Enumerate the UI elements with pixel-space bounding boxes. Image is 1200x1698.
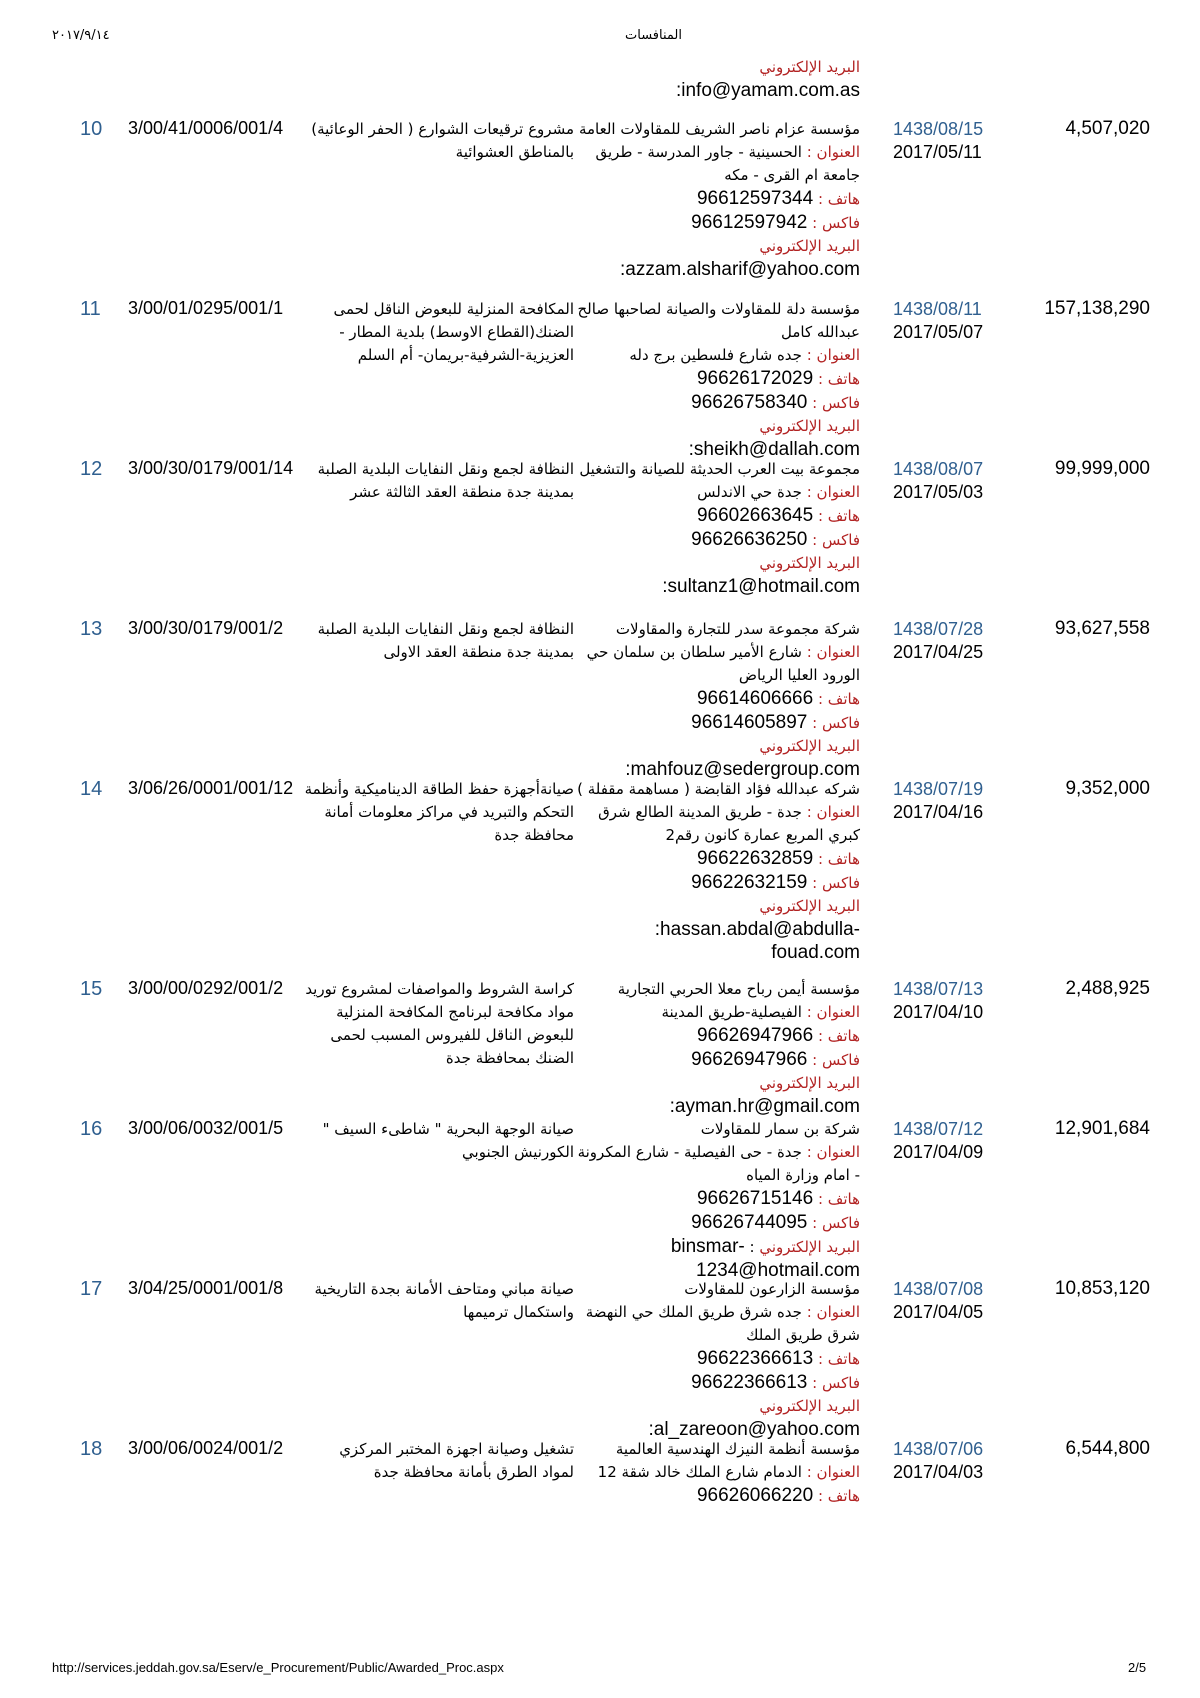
award-dates xyxy=(893,458,1003,504)
contractor-address xyxy=(570,801,860,847)
contractor-info xyxy=(570,1118,860,1283)
fax-label: فاكس : xyxy=(812,1214,860,1232)
email-value: :sheikh@dallah.com xyxy=(688,439,860,460)
contractor-phone xyxy=(570,367,860,391)
gregorian-date: 2017/04/25 xyxy=(893,642,984,662)
contractor-address xyxy=(570,1301,860,1347)
contractor-address xyxy=(570,1001,860,1024)
address-label: العنوان : xyxy=(806,1003,860,1021)
hijri-date: 1438/07/08 xyxy=(893,1279,984,1299)
project-name: النظافة لجمع ونقل النفايات البلدية الصلبة بمدينة جدة منطقة العقد الاولى xyxy=(317,620,574,661)
contractor-address xyxy=(570,344,860,367)
email-label: البريد الإلكتروني xyxy=(759,1074,860,1092)
award-dates xyxy=(893,1278,1003,1324)
address-label: العنوان : xyxy=(806,643,860,661)
email-label: البريد الإلكتروني xyxy=(759,1397,860,1415)
email-label: البريد الإلكتروني xyxy=(759,554,860,572)
row-number: 18 xyxy=(80,1438,103,1460)
tender-reference: 3/06/26/0001/001/12 xyxy=(128,778,294,798)
phone-value: 96612597344 xyxy=(696,188,814,209)
fax-label: فاكس : xyxy=(812,714,860,732)
contractor-name: مؤسسة أيمن رباح معلا الحربي التجارية xyxy=(617,980,860,998)
contractor-address xyxy=(570,1461,860,1484)
fax-value: 96614605897 xyxy=(691,712,808,733)
row-number: 14 xyxy=(80,778,103,800)
hijri-date: 1438/07/19 xyxy=(893,779,984,799)
phone-value: 96626947966 xyxy=(696,1025,814,1046)
email-value: binsmar-1234@hotmail.com xyxy=(670,1236,860,1281)
award-amount: 12,901,684 xyxy=(1054,1118,1150,1139)
row-number: 12 xyxy=(80,458,103,480)
phone-value: 96622366613 xyxy=(696,1348,814,1369)
fax-value: 96626636250 xyxy=(691,529,808,550)
email-value: :al_zareoon@yahoo.com xyxy=(648,1419,860,1440)
email-label: البريد الإلكتروني xyxy=(759,737,860,755)
contractor-phone xyxy=(570,504,860,528)
phone-value: 96614606666 xyxy=(696,688,814,709)
phone-value: 96626172029 xyxy=(696,368,814,389)
email-label: البريد الإلكتروني xyxy=(759,1238,860,1256)
fax-value: 96626758340 xyxy=(691,392,808,413)
fax-value: 96626744095 xyxy=(691,1212,808,1233)
contractor-fax xyxy=(570,528,860,552)
award-dates xyxy=(893,298,1003,344)
hijri-date: 1438/08/11 xyxy=(893,299,982,319)
hijri-date: 1438/07/13 xyxy=(893,979,984,999)
email-value: :info@yamam.com.as xyxy=(675,80,860,101)
address-value: الحسينية - جاور المدرسة - طريق جامعة ام القرى - مكه xyxy=(595,143,860,184)
fax-value: 96612597942 xyxy=(691,212,808,233)
project-name: المكافحة المنزلية للبعوض الناقل لحمى الضنك(القطاع الاوسط) بلدية المطار - العزيزية-الشرفية-بريمان- أم السلم xyxy=(333,300,574,364)
phone-label: هاتف : xyxy=(817,507,860,525)
email-value: :sultanz1@hotmail.com xyxy=(662,576,860,597)
address-value: جده شرق طريق الملك حي النهضة شرق طريق الملك xyxy=(585,1303,860,1344)
contractor-name: مؤسسة الزارعون للمقاولات xyxy=(684,1280,860,1298)
contractor-name: شركه عبدالله فؤاد القابضة ( مساهمة مقفلة ) xyxy=(577,780,860,798)
contractor-info xyxy=(570,978,860,1118)
award-dates xyxy=(893,618,1003,664)
contractor-phone xyxy=(570,1024,860,1048)
email-label: البريد الإلكتروني xyxy=(759,417,860,435)
award-amount: 10,853,120 xyxy=(1054,1278,1150,1299)
page-number: 2/5 xyxy=(1128,1660,1147,1675)
address-value: جدة - طريق المدينة الطالع شرق كبري المربع عمارة كانون رقم2 xyxy=(598,803,860,844)
address-value: جدة حي الاندلس xyxy=(697,483,802,501)
phone-label: هاتف : xyxy=(817,1190,860,1208)
tender-reference: 3/00/30/0179/001/14 xyxy=(128,458,294,478)
address-label: العنوان : xyxy=(806,1463,860,1481)
email-value: :azzam.alsharif@yahoo.com xyxy=(620,259,860,280)
contractor-address xyxy=(570,141,860,187)
award-amount: 9,352,000 xyxy=(1065,778,1150,799)
project-name: صيانة الوجهة البحرية " شاطىء السيف " الكورنيش الجنوبي xyxy=(322,1120,574,1161)
phone-label: هاتف : xyxy=(817,690,860,708)
contractor-fax xyxy=(570,1211,860,1235)
phone-label: هاتف : xyxy=(817,370,860,388)
tender-reference: 3/00/06/0024/001/2 xyxy=(128,1438,284,1458)
contractor-name: مؤسسة أنظمة النيزك الهندسية العالمية xyxy=(615,1440,860,1458)
contractor-fax xyxy=(570,1371,860,1395)
tender-reference: 3/00/41/0006/001/4 xyxy=(128,118,284,138)
award-amount: 4,507,020 xyxy=(1065,118,1150,139)
phone-label: هاتف : xyxy=(817,1350,860,1368)
project-name: كراسة الشروط والمواصفات لمشروع توريد مواد مكافحة لبرنامج المكافحة المنزلية للبعوض الناقل للفيروس المسبب لحمى الضنك بمحافظة جدة xyxy=(305,980,574,1067)
award-amount: 93,627,558 xyxy=(1054,618,1150,639)
gregorian-date: 2017/05/03 xyxy=(893,482,984,502)
contractor-info xyxy=(570,118,860,281)
contractor-phone xyxy=(570,1347,860,1371)
contractor-fax xyxy=(570,871,860,895)
fax-label: فاكس : xyxy=(812,874,860,892)
address-label: العنوان : xyxy=(806,1303,860,1321)
contractor-info xyxy=(570,618,860,781)
address-value: الدمام شارع الملك خالد شقة 12 xyxy=(597,1463,802,1481)
contractor-fax xyxy=(570,211,860,235)
contractor-phone xyxy=(570,1484,860,1508)
fax-label: فاكس : xyxy=(812,1374,860,1392)
tender-reference: 3/00/01/0295/001/1 xyxy=(128,298,284,318)
phone-label: هاتف : xyxy=(817,850,860,868)
award-amount: 6,544,800 xyxy=(1065,1438,1150,1459)
hijri-date: 1438/07/12 xyxy=(893,1119,984,1139)
contractor-address xyxy=(570,481,860,504)
contractor-phone xyxy=(570,1187,860,1211)
fax-label: فاكس : xyxy=(812,531,860,549)
project-name: صيانة مباني ومتاحف الأمانة بجدة التاريخية واستكمال ترميمها xyxy=(314,1280,574,1321)
award-dates xyxy=(893,118,1003,164)
contractor-address xyxy=(570,1141,860,1187)
tender-reference: 3/00/00/0292/001/2 xyxy=(128,978,284,998)
project-name: صيانةأجهزة حفظ الطاقة الديناميكية وأنظمة التحكم والتبريد في مراكز معلومات أمانة محافظة جدة xyxy=(304,780,574,844)
contractor-name: شركة مجموعة سدر للتجارة والمقاولات xyxy=(615,620,860,638)
gregorian-date: 2017/04/09 xyxy=(893,1142,984,1162)
contractor-info xyxy=(570,298,860,461)
contractor-info xyxy=(570,778,860,964)
phone-value: 96626066220 xyxy=(696,1485,814,1506)
print-date: ٢٠١٧/٩/١٤ xyxy=(52,28,110,43)
fax-label: فاكس : xyxy=(812,394,860,412)
project-name: مشروع ترقيعات الشوارع ( الحفر الوعائية) بالمناطق العشوائية xyxy=(311,120,574,161)
phone-value: 96626715146 xyxy=(696,1188,814,1209)
row-number: 11 xyxy=(80,298,101,320)
address-value: الفيصلية-طريق المدينة xyxy=(661,1003,802,1021)
award-dates xyxy=(893,778,1003,824)
page-header-title: المنافسات xyxy=(625,28,682,43)
tender-reference: 3/04/25/0001/001/8 xyxy=(128,1278,284,1298)
phone-value: 96602663645 xyxy=(696,505,814,526)
gregorian-date: 2017/04/03 xyxy=(893,1462,984,1482)
row-number: 17 xyxy=(80,1278,103,1300)
email-value: :hassan.abdal@abdulla-fouad.com xyxy=(654,919,860,963)
address-value: جده شارع فلسطين برج دله xyxy=(629,346,802,364)
contractor-email: البريد الإلكتروني : binsmar-1234@hotmail.com xyxy=(670,1236,860,1281)
award-dates xyxy=(893,1118,1003,1164)
contractor-name: شركة بن سمار للمقاولات xyxy=(700,1120,860,1138)
email-value: :ayman.hr@gmail.com xyxy=(669,1096,860,1117)
gregorian-date: 2017/04/10 xyxy=(893,1002,984,1022)
gregorian-date: 2017/04/16 xyxy=(893,802,984,822)
row-number: 16 xyxy=(80,1118,103,1140)
row-number: 15 xyxy=(80,978,103,1000)
address-label: العنوان : xyxy=(806,1143,860,1161)
address-label: العنوان : xyxy=(806,346,860,364)
gregorian-date: 2017/04/05 xyxy=(893,1302,984,1322)
contractor-fax xyxy=(570,391,860,415)
hijri-date: 1438/08/15 xyxy=(893,119,984,139)
tender-reference: 3/00/30/0179/001/2 xyxy=(128,618,284,638)
address-label: العنوان : xyxy=(806,803,860,821)
footer-url: http://services.jeddah.gov.sa/Eserv/e_Procurement/Public/Awarded_Proc.aspx xyxy=(52,1660,504,1675)
email-value: :mahfouz@sedergroup.com xyxy=(625,759,860,780)
contractor-name: مؤسسة عزام ناصر الشريف للمقاولات العامة xyxy=(578,120,860,138)
fax-value: 96622632159 xyxy=(691,872,808,893)
email-label: البريد الإلكتروني xyxy=(759,237,860,255)
gregorian-date: 2017/05/11 xyxy=(893,142,982,162)
contractor-name: مؤسسة دلة للمقاولات والصيانة لصاحبها صالح عبدالله كامل xyxy=(577,300,860,341)
contractor-info xyxy=(570,1438,860,1508)
contractor-fax xyxy=(570,1048,860,1072)
contractor-phone xyxy=(570,687,860,711)
phone-label: هاتف : xyxy=(817,190,860,208)
fax-label: فاكس : xyxy=(812,1051,860,1069)
carryover-email xyxy=(676,56,860,102)
project-name: تشغيل وصيانة اجهزة المختبر المركزي لمواد الطرق بأمانة محافظة جدة xyxy=(339,1440,574,1481)
email-label: البريد الإلكتروني xyxy=(759,58,860,76)
project-name: النظافة لجمع ونقل النفايات البلدية الصلبة بمدينة جدة منطقة العقد الثالثة عشر xyxy=(317,460,574,501)
tender-reference: 3/00/06/0032/001/5 xyxy=(128,1118,284,1138)
phone-label: هاتف : xyxy=(817,1027,860,1045)
award-amount: 2,488,925 xyxy=(1065,978,1150,999)
contractor-fax xyxy=(570,711,860,735)
gregorian-date: 2017/05/07 xyxy=(893,322,984,342)
contractor-info xyxy=(570,1278,860,1441)
contractor-phone xyxy=(570,847,860,871)
hijri-date: 1438/08/07 xyxy=(893,459,984,479)
hijri-date: 1438/07/06 xyxy=(893,1439,984,1459)
row-number: 13 xyxy=(80,618,103,640)
phone-label: هاتف : xyxy=(817,1487,860,1505)
row-number: 10 xyxy=(80,118,103,140)
contractor-phone xyxy=(570,187,860,211)
phone-value: 96622632859 xyxy=(696,848,814,869)
address-label: العنوان : xyxy=(806,143,860,161)
hijri-date: 1438/07/28 xyxy=(893,619,984,639)
contractor-name: مجموعة بيت العرب الحديثة للصيانة والتشغيل xyxy=(579,460,860,478)
award-dates xyxy=(893,1438,1003,1484)
fax-value: 96626947966 xyxy=(691,1049,808,1070)
contractor-info xyxy=(570,458,860,598)
award-dates xyxy=(893,978,1003,1024)
award-amount: 157,138,290 xyxy=(1044,298,1150,319)
fax-value: 96622366613 xyxy=(691,1372,808,1393)
address-value: شارع الأمير سلطان بن سلمان حي الورود العليا الرياض xyxy=(586,643,860,684)
award-amount: 99,999,000 xyxy=(1054,458,1150,479)
email-label: البريد الإلكتروني xyxy=(759,897,860,915)
fax-label: فاكس : xyxy=(812,214,860,232)
address-value: جدة - حى الفيصلية - شارع المكرونة - امام وزارة المياه xyxy=(577,1143,860,1184)
contractor-address xyxy=(570,641,860,687)
address-label: العنوان : xyxy=(806,483,860,501)
